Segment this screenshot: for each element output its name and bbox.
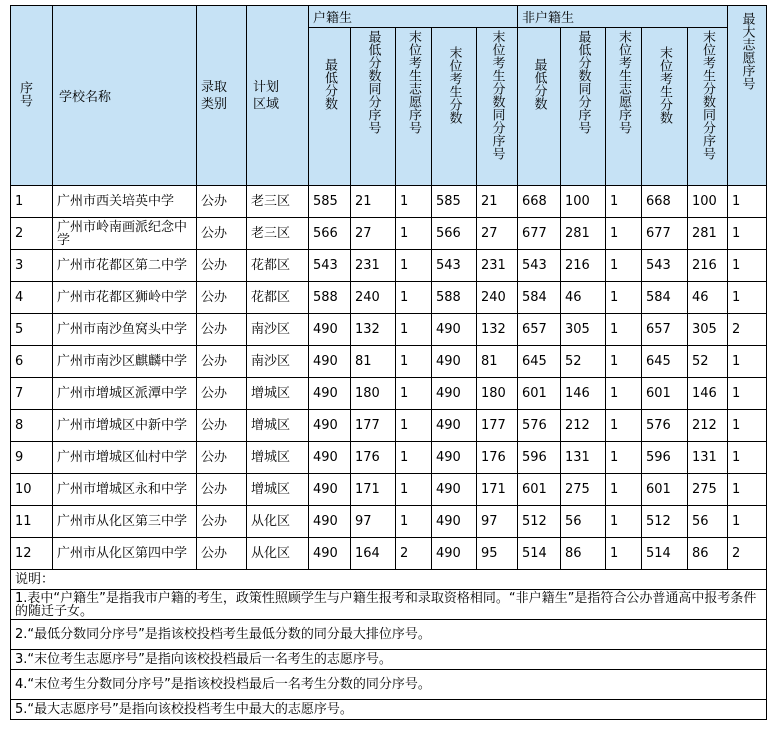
cell-local-min-score: 490 [309, 538, 351, 570]
cell-nonlocal-last-score-rank: 146 [688, 378, 728, 410]
cell-local-last-wish: 1 [396, 218, 432, 250]
cell-nonlocal-last-score-rank: 275 [688, 474, 728, 506]
cell-local-last-score-rank: 81 [477, 346, 518, 378]
cell-nonlocal-last-wish: 1 [606, 186, 642, 218]
cell-local-last-score: 490 [432, 346, 477, 378]
cell-nonlocal-last-score: 576 [642, 410, 688, 442]
table-row [11, 186, 767, 218]
header-local-min-score: 最低分数 [309, 28, 351, 186]
cell-local-last-wish: 1 [396, 506, 432, 538]
note-2: 2.“最低分数同分序号”是指该校投档考生最低分数的同分最大排位序号。 [11, 620, 767, 650]
cell-nonlocal-min-score-rank: 100 [561, 186, 606, 218]
cell-local-last-wish: 2 [396, 538, 432, 570]
cell-local-min-score-rank: 171 [351, 474, 396, 506]
cell-local-last-wish: 1 [396, 346, 432, 378]
cell-local-last-score-rank: 97 [477, 506, 518, 538]
cell-category: 公办 [197, 186, 247, 218]
header-local-last-score: 末位考生分数 [432, 28, 477, 186]
cell-school: 广州市增城区中新中学 [53, 410, 197, 442]
cell-local-min-score-rank: 240 [351, 282, 396, 314]
cell-local-min-score: 588 [309, 282, 351, 314]
header-local-group: 户籍生 [309, 6, 518, 28]
cell-local-last-score-rank: 27 [477, 218, 518, 250]
cell-nonlocal-min-score: 601 [518, 378, 561, 410]
cell-nonlocal-min-score-rank: 131 [561, 442, 606, 474]
header-row-top [11, 6, 767, 28]
cell-school: 广州市增城区永和中学 [53, 474, 197, 506]
cell-max-wish: 2 [728, 314, 767, 346]
cell-nonlocal-last-score: 645 [642, 346, 688, 378]
cell-school: 广州市岭南画派纪念中学 [53, 218, 197, 250]
cell-area: 花都区 [247, 282, 309, 314]
header-nonlocal-last-score-rank: 末位考生分数同分序号 [688, 28, 728, 186]
cell-seq: 4 [11, 282, 53, 314]
cell-nonlocal-min-score: 677 [518, 218, 561, 250]
cell-seq: 10 [11, 474, 53, 506]
cell-nonlocal-min-score: 576 [518, 410, 561, 442]
cell-category: 公办 [197, 538, 247, 570]
cell-area: 老三区 [247, 186, 309, 218]
cell-local-last-score-rank: 171 [477, 474, 518, 506]
cell-school: 广州市南沙区麒麟中学 [53, 346, 197, 378]
cell-local-last-score: 566 [432, 218, 477, 250]
cell-nonlocal-min-score: 512 [518, 506, 561, 538]
cell-local-last-score-rank: 177 [477, 410, 518, 442]
notes-title: 说明： [11, 570, 767, 590]
cell-nonlocal-last-wish: 1 [606, 506, 642, 538]
table-row [11, 346, 767, 378]
cell-seq: 6 [11, 346, 53, 378]
cell-nonlocal-min-score: 657 [518, 314, 561, 346]
header-max-wish: 最大志愿序号 [728, 6, 767, 186]
cell-nonlocal-min-score-rank: 56 [561, 506, 606, 538]
cell-local-min-score-rank: 164 [351, 538, 396, 570]
cell-category: 公办 [197, 346, 247, 378]
admission-table [10, 5, 767, 720]
cell-seq: 8 [11, 410, 53, 442]
cell-local-min-score-rank: 176 [351, 442, 396, 474]
cell-local-min-score: 490 [309, 314, 351, 346]
cell-nonlocal-last-wish: 1 [606, 218, 642, 250]
cell-local-min-score: 490 [309, 410, 351, 442]
header-nonlocal-min-score: 最低分数 [518, 28, 561, 186]
cell-seq: 12 [11, 538, 53, 570]
cell-school: 广州市花都区狮岭中学 [53, 282, 197, 314]
cell-local-min-score-rank: 27 [351, 218, 396, 250]
header-local-last-wish: 末位考生志愿序号 [396, 28, 432, 186]
cell-local-last-score-rank: 231 [477, 250, 518, 282]
cell-nonlocal-last-score: 677 [642, 218, 688, 250]
header-area: 计划区域 [247, 6, 309, 186]
cell-nonlocal-min-score-rank: 281 [561, 218, 606, 250]
cell-max-wish: 1 [728, 506, 767, 538]
cell-local-last-wish: 1 [396, 186, 432, 218]
header-school: 学校名称 [53, 6, 197, 186]
cell-local-min-score-rank: 132 [351, 314, 396, 346]
table-row [11, 378, 767, 410]
cell-nonlocal-last-wish: 1 [606, 346, 642, 378]
cell-seq: 7 [11, 378, 53, 410]
cell-nonlocal-min-score: 645 [518, 346, 561, 378]
cell-local-last-score: 490 [432, 378, 477, 410]
cell-nonlocal-min-score-rank: 86 [561, 538, 606, 570]
cell-nonlocal-min-score-rank: 216 [561, 250, 606, 282]
cell-nonlocal-min-score: 584 [518, 282, 561, 314]
cell-local-last-score-rank: 95 [477, 538, 518, 570]
cell-max-wish: 1 [728, 218, 767, 250]
cell-nonlocal-last-wish: 1 [606, 410, 642, 442]
cell-seq: 2 [11, 218, 53, 250]
cell-nonlocal-last-score: 512 [642, 506, 688, 538]
cell-max-wish: 1 [728, 410, 767, 442]
cell-local-min-score-rank: 97 [351, 506, 396, 538]
header-local-last-score-rank: 末位考生分数同分序号 [477, 28, 518, 186]
cell-seq: 1 [11, 186, 53, 218]
note-1: 1.表中“户籍生”是指我市户籍的考生，政策性照顾学生与户籍生报考和录取资格相同。“非户籍生”是指符合公办普通高中报考条件的随迁子女。 [11, 590, 767, 620]
cell-max-wish: 1 [728, 378, 767, 410]
cell-local-last-score-rank: 132 [477, 314, 518, 346]
header-seq: 序号 [11, 6, 53, 186]
header-nonlocal-last-score: 末位考生分数 [642, 28, 688, 186]
table-row [11, 442, 767, 474]
cell-local-min-score: 490 [309, 346, 351, 378]
header-local-min-score-rank: 最低分数同分序号 [351, 28, 396, 186]
cell-seq: 3 [11, 250, 53, 282]
note-5: 5.“最大志愿序号”是指向该校投档考生中最大的志愿序号。 [11, 700, 767, 720]
cell-school: 广州市花都区第二中学 [53, 250, 197, 282]
note-3: 3.“末位考生志愿序号”是指向该校投档最后一名考生的志愿序号。 [11, 650, 767, 670]
cell-nonlocal-last-score-rank: 212 [688, 410, 728, 442]
cell-nonlocal-last-wish: 1 [606, 314, 642, 346]
header-category: 录取类别 [197, 6, 247, 186]
note-4: 4.“末位考生分数同分序号”是指该校投档最后一名考生分数的同分序号。 [11, 670, 767, 700]
cell-category: 公办 [197, 314, 247, 346]
cell-local-last-wish: 1 [396, 282, 432, 314]
table-row [11, 250, 767, 282]
cell-nonlocal-last-score-rank: 100 [688, 186, 728, 218]
cell-local-last-score: 588 [432, 282, 477, 314]
cell-nonlocal-last-score: 657 [642, 314, 688, 346]
cell-local-last-wish: 1 [396, 250, 432, 282]
cell-school: 广州市从化区第三中学 [53, 506, 197, 538]
cell-area: 从化区 [247, 538, 309, 570]
cell-local-min-score: 585 [309, 186, 351, 218]
cell-nonlocal-min-score-rank: 46 [561, 282, 606, 314]
cell-local-min-score-rank: 177 [351, 410, 396, 442]
cell-school: 广州市南沙鱼窝头中学 [53, 314, 197, 346]
cell-nonlocal-min-score-rank: 52 [561, 346, 606, 378]
cell-area: 增城区 [247, 474, 309, 506]
cell-category: 公办 [197, 378, 247, 410]
cell-nonlocal-min-score-rank: 212 [561, 410, 606, 442]
cell-nonlocal-last-wish: 1 [606, 250, 642, 282]
cell-local-last-score-rank: 176 [477, 442, 518, 474]
cell-nonlocal-last-score: 584 [642, 282, 688, 314]
cell-area: 南沙区 [247, 314, 309, 346]
cell-nonlocal-min-score-rank: 146 [561, 378, 606, 410]
cell-local-min-score-rank: 81 [351, 346, 396, 378]
cell-local-min-score: 566 [309, 218, 351, 250]
cell-local-min-score-rank: 231 [351, 250, 396, 282]
cell-local-min-score: 490 [309, 506, 351, 538]
cell-nonlocal-last-score: 596 [642, 442, 688, 474]
cell-nonlocal-last-score: 514 [642, 538, 688, 570]
cell-area: 老三区 [247, 218, 309, 250]
cell-local-last-score: 543 [432, 250, 477, 282]
cell-nonlocal-min-score: 514 [518, 538, 561, 570]
cell-nonlocal-last-score: 601 [642, 378, 688, 410]
table-row [11, 314, 767, 346]
cell-area: 增城区 [247, 378, 309, 410]
table-row [11, 218, 767, 250]
cell-nonlocal-last-score: 668 [642, 186, 688, 218]
cell-nonlocal-last-score: 543 [642, 250, 688, 282]
cell-max-wish: 2 [728, 538, 767, 570]
cell-local-last-wish: 1 [396, 314, 432, 346]
cell-local-last-score-rank: 21 [477, 186, 518, 218]
cell-area: 花都区 [247, 250, 309, 282]
cell-nonlocal-last-score-rank: 131 [688, 442, 728, 474]
cell-max-wish: 1 [728, 474, 767, 506]
cell-school: 广州市从化区第四中学 [53, 538, 197, 570]
cell-seq: 11 [11, 506, 53, 538]
cell-local-last-score-rank: 180 [477, 378, 518, 410]
cell-max-wish: 1 [728, 346, 767, 378]
cell-nonlocal-last-wish: 1 [606, 474, 642, 506]
cell-local-last-score: 490 [432, 474, 477, 506]
cell-nonlocal-last-score: 601 [642, 474, 688, 506]
cell-local-last-score: 490 [432, 410, 477, 442]
cell-nonlocal-min-score: 668 [518, 186, 561, 218]
cell-local-min-score: 490 [309, 442, 351, 474]
cell-nonlocal-last-score-rank: 281 [688, 218, 728, 250]
cell-school: 广州市增城区派潭中学 [53, 378, 197, 410]
cell-nonlocal-min-score-rank: 305 [561, 314, 606, 346]
cell-nonlocal-last-wish: 1 [606, 378, 642, 410]
header-nonlocal-min-score-rank: 最低分数同分序号 [561, 28, 606, 186]
cell-area: 增城区 [247, 442, 309, 474]
cell-local-last-wish: 1 [396, 442, 432, 474]
cell-nonlocal-last-score-rank: 46 [688, 282, 728, 314]
cell-nonlocal-last-wish: 1 [606, 538, 642, 570]
cell-nonlocal-last-wish: 1 [606, 282, 642, 314]
cell-local-last-score: 490 [432, 442, 477, 474]
cell-local-last-score: 585 [432, 186, 477, 218]
cell-local-last-wish: 1 [396, 410, 432, 442]
cell-category: 公办 [197, 218, 247, 250]
cell-area: 增城区 [247, 410, 309, 442]
cell-school: 广州市增城区仙村中学 [53, 442, 197, 474]
cell-nonlocal-last-score-rank: 56 [688, 506, 728, 538]
cell-nonlocal-min-score: 596 [518, 442, 561, 474]
cell-school: 广州市西关培英中学 [53, 186, 197, 218]
cell-category: 公办 [197, 282, 247, 314]
table-row [11, 474, 767, 506]
cell-category: 公办 [197, 506, 247, 538]
cell-local-min-score-rank: 180 [351, 378, 396, 410]
cell-nonlocal-min-score: 601 [518, 474, 561, 506]
table-body [11, 186, 767, 570]
cell-local-min-score: 543 [309, 250, 351, 282]
header-nonlocal-last-wish: 末位考生志愿序号 [606, 28, 642, 186]
cell-local-last-score: 490 [432, 314, 477, 346]
cell-local-min-score-rank: 21 [351, 186, 396, 218]
cell-local-last-score-rank: 240 [477, 282, 518, 314]
cell-nonlocal-last-wish: 1 [606, 442, 642, 474]
cell-max-wish: 1 [728, 250, 767, 282]
cell-category: 公办 [197, 474, 247, 506]
cell-category: 公办 [197, 410, 247, 442]
cell-category: 公办 [197, 250, 247, 282]
notes-section [11, 570, 767, 720]
cell-nonlocal-last-score-rank: 52 [688, 346, 728, 378]
cell-max-wish: 1 [728, 442, 767, 474]
table-row [11, 410, 767, 442]
cell-nonlocal-last-score-rank: 305 [688, 314, 728, 346]
cell-nonlocal-min-score-rank: 275 [561, 474, 606, 506]
cell-nonlocal-min-score: 543 [518, 250, 561, 282]
cell-local-last-score: 490 [432, 506, 477, 538]
cell-nonlocal-last-score-rank: 216 [688, 250, 728, 282]
table-row [11, 506, 767, 538]
cell-local-min-score: 490 [309, 378, 351, 410]
cell-local-last-wish: 1 [396, 378, 432, 410]
cell-nonlocal-last-score-rank: 86 [688, 538, 728, 570]
cell-seq: 5 [11, 314, 53, 346]
cell-local-last-score: 490 [432, 538, 477, 570]
table-row [11, 538, 767, 570]
header-nonlocal-group: 非户籍生 [518, 6, 728, 28]
cell-max-wish: 1 [728, 282, 767, 314]
cell-local-min-score: 490 [309, 474, 351, 506]
cell-category: 公办 [197, 442, 247, 474]
cell-area: 南沙区 [247, 346, 309, 378]
table-row [11, 282, 767, 314]
cell-max-wish: 1 [728, 186, 767, 218]
cell-local-last-wish: 1 [396, 474, 432, 506]
cell-area: 从化区 [247, 506, 309, 538]
cell-seq: 9 [11, 442, 53, 474]
